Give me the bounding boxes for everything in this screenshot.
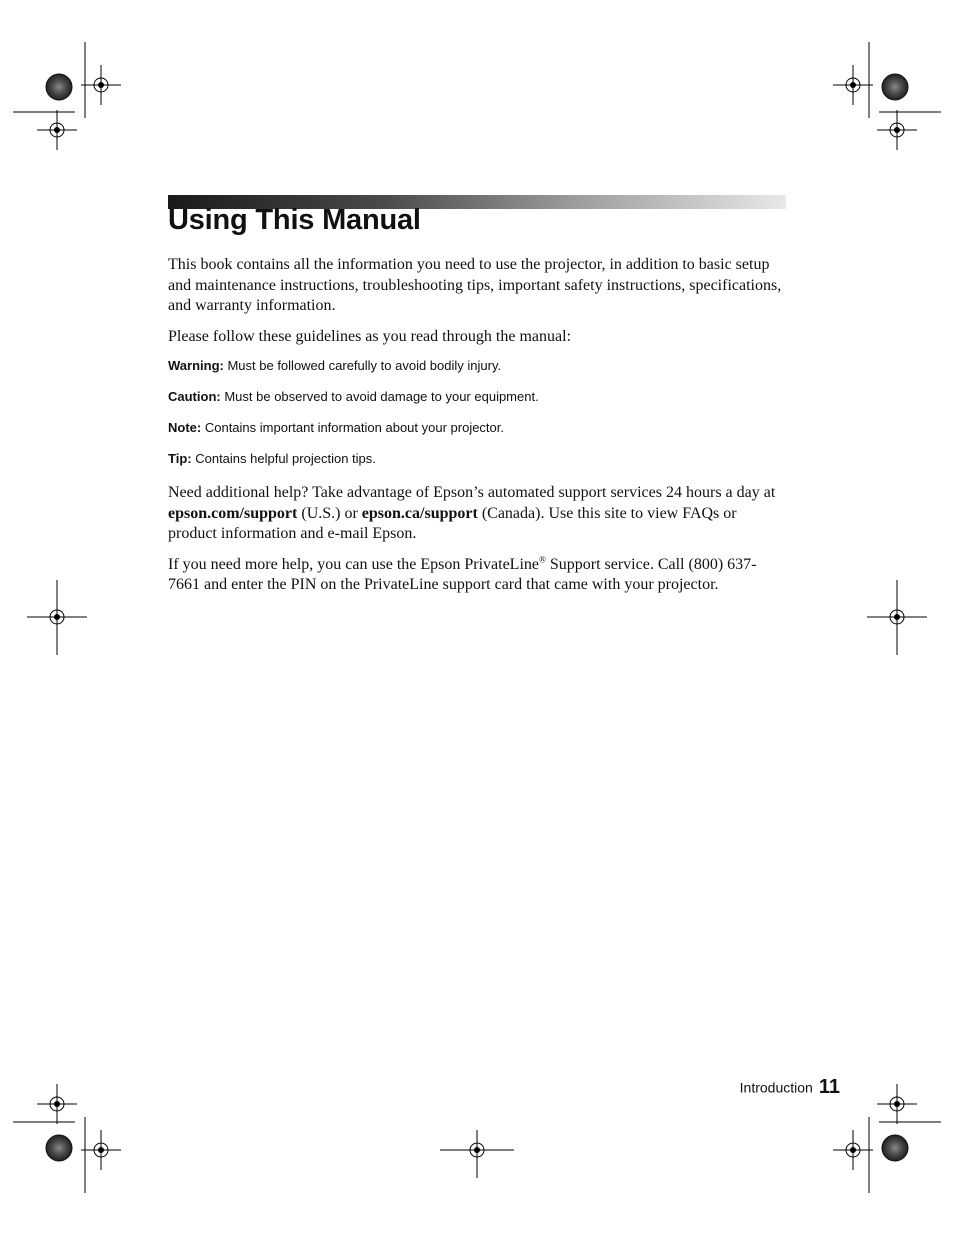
guideline-warning: Warning: Must be followed carefully to avoid bodily injury. [168, 358, 502, 373]
footer-section: Introduction [739, 1079, 813, 1096]
body-content [168, 255, 788, 606]
guidelines-list [168, 359, 788, 466]
page-number: 11 [818, 1076, 840, 1098]
epson-ca-support-link[interactable]: epson.ca/support [361, 504, 478, 522]
intro-paragraph: This book contains all the information you need to use the projector, in addition to basic setup and maintenance instructions, troubleshooting tips, important safety instructions, specifications, and warranty information. [168, 256, 782, 314]
guideline-note: Note: Contains important information about your projector. [168, 420, 505, 435]
page-footer [740, 1076, 840, 1099]
guideline-caution: Caution: Must be observed to avoid damage to your equipment. [168, 389, 539, 404]
guideline-tip: Tip: Contains helpful projection tips. [168, 451, 376, 466]
privateline-paragraph: If you need more help, you can use the Epson PrivateLine® Support service. Call (800) 637-7661 and enter the PIN on the PrivateLine support card that came with your projector. [168, 554, 757, 593]
epson-us-support-link[interactable]: epson.com/support [168, 504, 298, 522]
page-title: Using This Manual [168, 204, 421, 236]
guidelines-lead: Please follow these guidelines as you read through the manual: [168, 327, 572, 345]
help-paragraph: Need additional help? Take advantage of Epson’s automated support services 24 hours a day at epson.com/support (U.S.) or epson.ca/support (Canada). Use this site to view FAQs or product information and e-mail Epson. [168, 484, 776, 542]
